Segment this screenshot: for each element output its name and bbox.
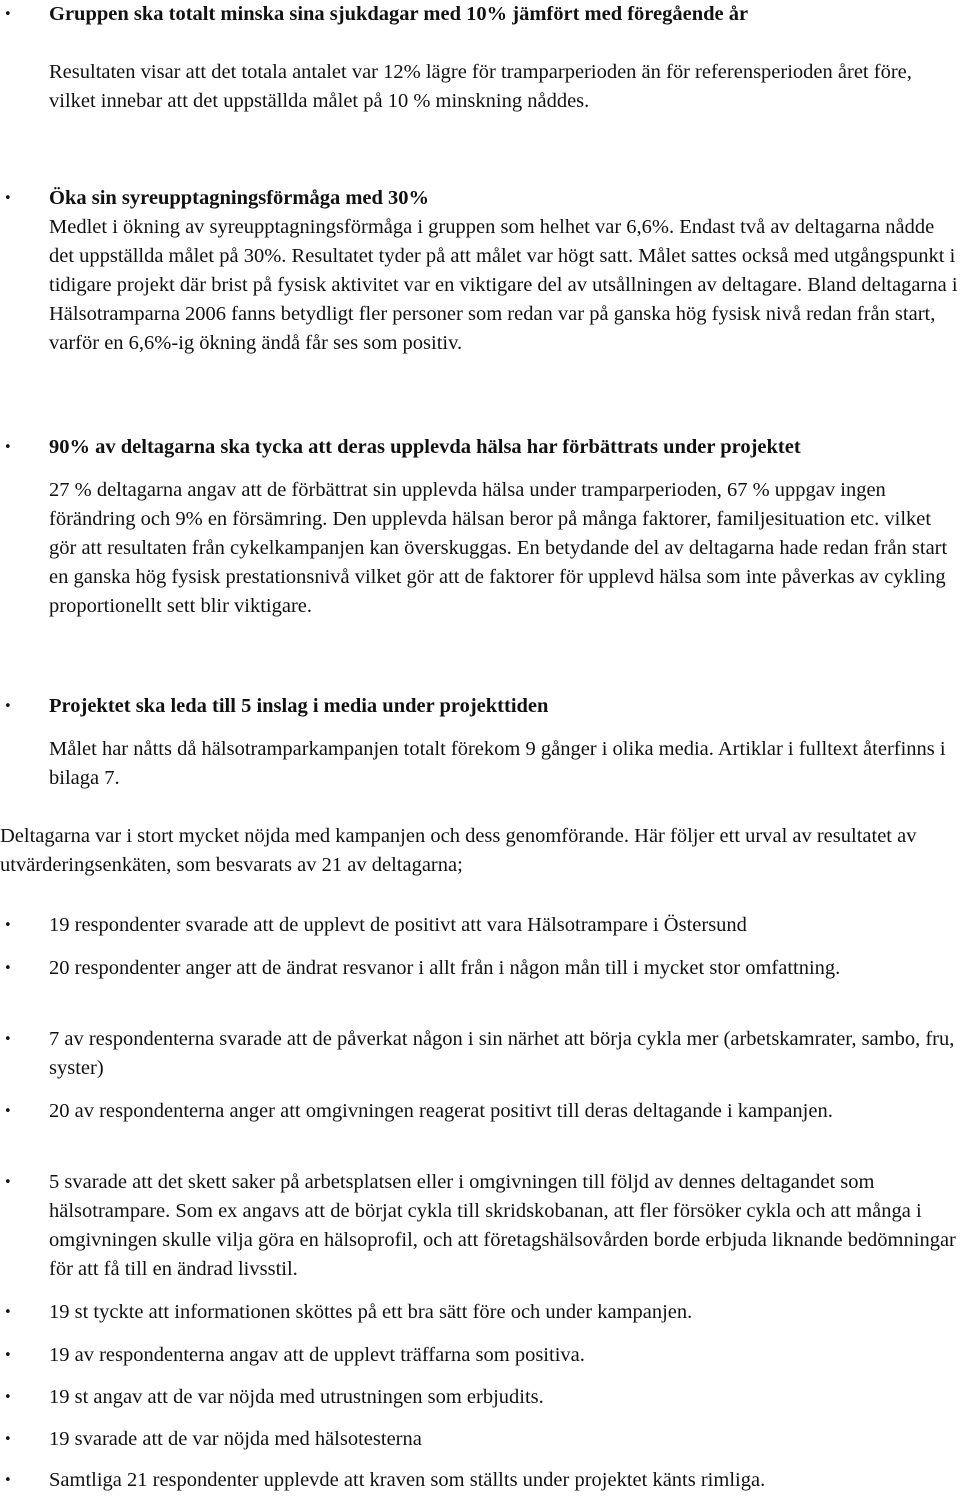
result-text: 19 st tyckte att informationen sköttes på ett bra sätt före och under kampanjen. [49, 1301, 693, 1323]
list-item [4, 911, 960, 940]
goal-result: Resultaten visar att det totala antalet var 12% lägre för tramparperioden än för referensperioden året före, vilket innebar att det uppställda målet på 10 % minskning nåddes. [49, 61, 912, 112]
result-text: 19 svarade att de var nöjda med hälsotesterna [49, 1428, 422, 1450]
bullet-icon: • [4, 1175, 12, 1190]
bullet-icon: • [4, 1473, 12, 1488]
list-item [4, 954, 960, 983]
goal-heading: Projektet ska leda till 5 inslag i media under projekttiden [49, 695, 549, 717]
list-item [4, 1341, 960, 1370]
bullet-icon: • [4, 1032, 12, 1047]
bullet-icon: • [4, 918, 12, 933]
bullet-icon: • [4, 7, 12, 22]
goal-result: Medlet i ökning av syreupptagningsförmåga i gruppen som helhet var 6,6%. Endast två av deltagarna nådde det uppställda målet på 30%. Resultatet tyder på att målet var högt satt. Målet sattes också med utgångspunkt i tidigare projekt där brist på fysisk aktivitet var en viktigare del av utsållningen av deltagare. Bland deltagarna i Hälsotramparna 2006 fanns betydligt fler personer som redan var på ganska hög fysisk nivå redan från start, varför en 6,6%-ig ökning ändå får ses som positiv. [49, 216, 958, 354]
goal-result: 27 % deltagarna angav att de förbättrat sin upplevda hälsa under tramparperioden, 67 % uppgav ingen förändring och 9% en försämring. Den upplevda hälsan beror på många faktorer, familjesituation etc. vilket gör att resultaten från cykelkampanjen kan överskuggas. En betydande del av deltagarna hade redan från start en ganska hög fysisk prestationsnivå vilket gör att de faktorer för upplevd hälsa som inte påverkas av cykling proportionellt sett blir viktigare. [49, 479, 948, 617]
list-item [4, 1383, 960, 1412]
list-item [4, 1097, 960, 1126]
bullet-icon: • [4, 1432, 12, 1447]
bullet-icon: • [4, 1348, 12, 1363]
goal-oxygen-uptake [4, 184, 960, 358]
goal-sick-days [4, 0, 960, 116]
result-text: 20 av respondenterna anger att omgivningen reagerat positivt till deras deltagande i kampanjen. [49, 1100, 833, 1122]
result-text: 19 st angav att de var nöjda med utrustningen som erbjudits. [49, 1386, 544, 1408]
goal-heading: Gruppen ska totalt minska sina sjukdagar med 10% jämfört med föregående år [49, 3, 749, 25]
goal-result: Målet har nåtts då hälsotramparkampanjen totalt förekom 9 gånger i olika media. Artiklar i fulltext återfinns i bilaga 7. [49, 738, 946, 789]
list-item [4, 1425, 960, 1454]
result-text: 20 respondenter anger att de ändrat resvanor i allt från i någon mån till i mycket stor omfattning. [49, 957, 841, 979]
bullet-icon: • [4, 440, 12, 455]
survey-intro: Deltagarna var i stort mycket nöjda med kampanjen och dess genomförande. Här följer ett urval av resultatet av utvärderingsenkäten, som besvarats av 21 av deltagarna; [0, 825, 917, 876]
bullet-icon: • [4, 1390, 12, 1405]
list-item [4, 1025, 960, 1083]
result-text: Samtliga 21 respondenter upplevde att kraven som ställts under projektet känts rimliga. [49, 1469, 766, 1491]
list-item [4, 1298, 960, 1327]
goal-perceived-health [4, 433, 960, 621]
bullet-icon: • [4, 699, 12, 714]
result-text: 7 av respondenterna svarade att de påverkat någon i sin närhet att börja cykla mer (arbetskamrater, sambo, fru, syster) [49, 1028, 955, 1079]
bullet-icon: • [4, 1305, 12, 1320]
goal-heading: 90% av deltagarna ska tycka att deras upplevda hälsa har förbättrats under projektet [49, 436, 801, 458]
list-item [4, 1466, 960, 1495]
list-item [4, 1168, 960, 1284]
bullet-icon: • [4, 191, 12, 206]
result-text: 19 respondenter svarade att de upplevt de positivt att vara Hälsotrampare i Östersund [49, 914, 747, 936]
goal-media [4, 692, 960, 793]
goal-heading: Öka sin syreupptagningsförmåga med 30% [49, 187, 430, 209]
bullet-icon: • [4, 1104, 12, 1119]
bullet-icon: • [4, 961, 12, 976]
result-text: 19 av respondenterna angav att de upplevt träffarna som positiva. [49, 1344, 585, 1366]
result-text: 5 svarade att det skett saker på arbetsplatsen eller i omgivningen till följd av dennes deltagandet som hälsotrampare. Som ex angavs att de börjat cykla till skridskobanan, att fler försöker cykla och att många i omgivningen skulle vilja göra en hälsoprofil, och att företagshälsovården borde erbjuda liknande bedömningar för att få till en ändrad livsstil. [49, 1171, 956, 1280]
